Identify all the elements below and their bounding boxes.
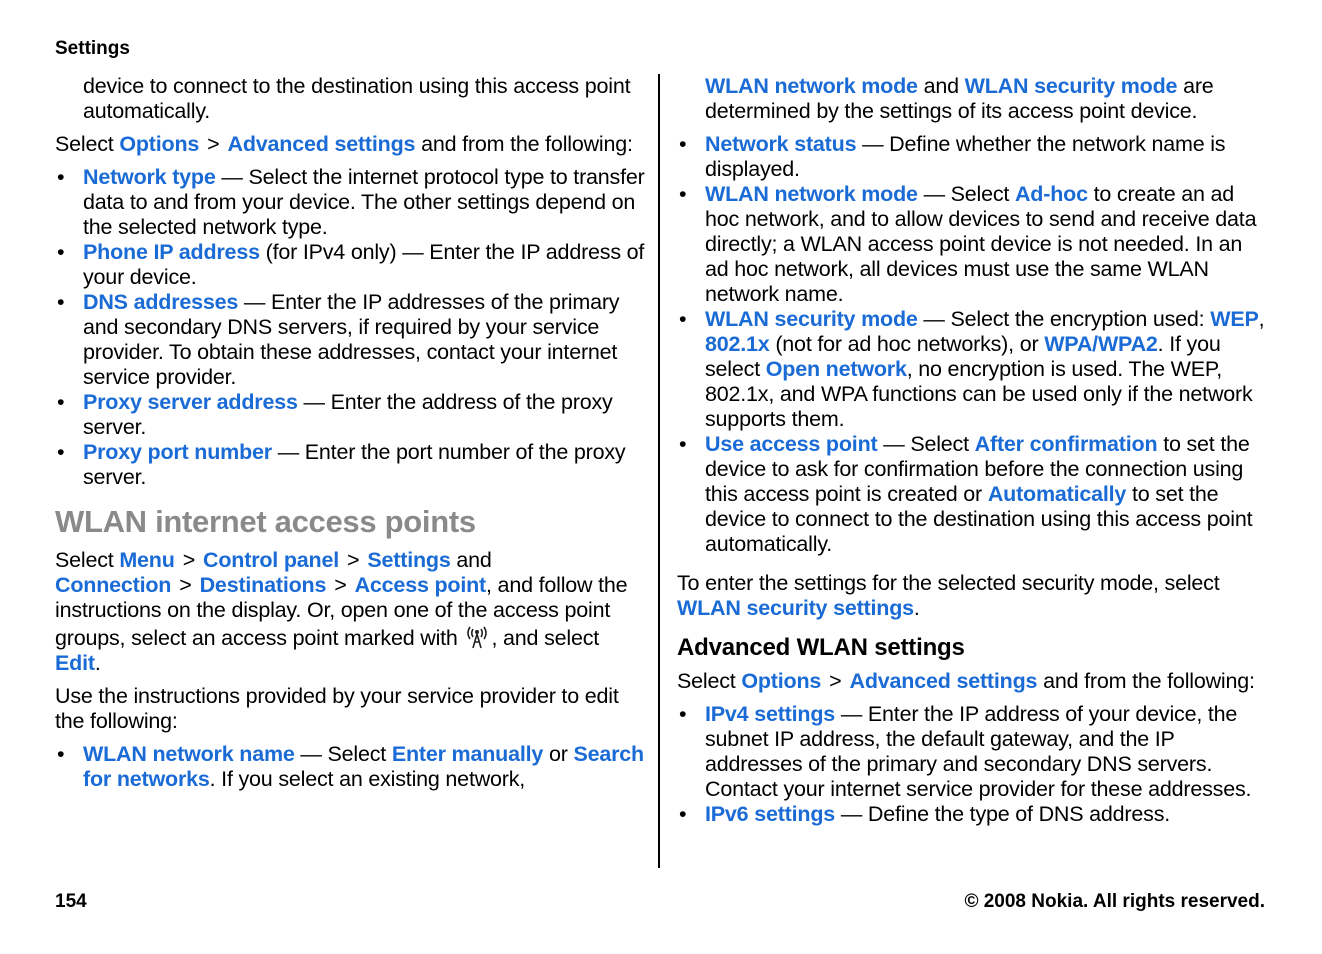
select-instruction: Select Options > Advanced settings and from the following: (677, 669, 1255, 693)
connection-link[interactable]: Connection (55, 573, 172, 597)
destinations-link[interactable]: Destinations (199, 573, 327, 597)
column-divider (658, 74, 660, 868)
ipv6-settings-link[interactable]: IPv6 settings (705, 802, 836, 826)
wpa-wpa2-link[interactable]: WPA/WPA2 (1044, 332, 1158, 356)
ad-hoc-link[interactable]: Ad-hoc (1014, 182, 1088, 206)
list-item: • WLAN security mode — Select the encryption used: WEP, 802.1x (not for ad hoc networks), or WPA/WPA2. If you select Open network, no encryption is used. The WEP, 802.1x, and WPA functions can be used only if the network supports them. (677, 307, 1269, 432)
automatically-link[interactable]: Automatically (987, 482, 1127, 506)
ipv4-settings-link[interactable]: IPv4 settings (705, 702, 836, 726)
proxy-settings-list (55, 165, 647, 490)
8021x-link[interactable]: 802.1x (705, 332, 770, 356)
wlan-network-mode-link[interactable]: WLAN network mode (705, 182, 918, 206)
page-number: 154 (55, 891, 87, 912)
advanced-settings-link[interactable]: Advanced settings (849, 669, 1038, 693)
list-item: • IPv6 settings — Define the type of DNS address. (677, 802, 1269, 827)
continued-text: WLAN network mode and WLAN security mode are determined by the settings of its access point device. (705, 74, 1214, 123)
list-item: • IPv4 settings — Enter the IP address of your device, the subnet IP address, the default gateway, and the IP addresses of the primary and secondary DNS servers. Contact your internet service provider for these addresses. (677, 702, 1269, 802)
list-item: • Network status — Define whether the network name is displayed. (677, 132, 1269, 182)
search-for-networks-link[interactable]: Search for networks (83, 742, 644, 791)
menu-link[interactable]: Menu (119, 548, 175, 572)
wlan-settings-list (55, 742, 647, 792)
options-menu-link[interactable]: Options (119, 132, 200, 156)
security-settings-paragraph: To enter the settings for the selected security mode, select WLAN security settings. (677, 571, 1220, 620)
network-type-link[interactable]: Network type (83, 165, 216, 189)
list-item: • WLAN network name — Select Enter manually or Search for networks. If you select an existing network, (55, 742, 647, 792)
phone-ip-address-link[interactable]: Phone IP address (83, 240, 260, 264)
copyright-notice: © 2008 Nokia. All rights reserved. (964, 891, 1265, 912)
list-item: • Use access point — Select After confirmation to set the device to ask for confirmation before the connection using this access point is created or Automatically to set the device to connect to the destination using this access point automatically. (677, 432, 1269, 557)
advanced-settings-link[interactable]: Advanced settings (227, 132, 416, 156)
access-point-link[interactable]: Access point (354, 573, 487, 597)
list-item: • Proxy port number — Enter the port number of the proxy server. (55, 440, 647, 490)
list-item: • DNS addresses — Enter the IP addresses of the primary and secondary DNS servers, if required by your service provider. To obtain these addresses, contact your internet service provider. (55, 290, 647, 390)
left-column (55, 74, 647, 800)
control-panel-link[interactable]: Control panel (203, 548, 340, 572)
list-item: • Phone IP address (for IPv4 only) — Enter the IP address of your device. (55, 240, 647, 290)
instructions-paragraph: Use the instructions provided by your service provider to edit the following: (55, 684, 619, 733)
wlan-network-mode-link[interactable]: WLAN network mode (705, 74, 918, 98)
list-item: • Proxy server address — Enter the address of the proxy server. (55, 390, 647, 440)
select-instruction: Select Options > Advanced settings and from the following: (55, 132, 633, 156)
wlan-network-name-link[interactable]: WLAN network name (83, 742, 295, 766)
after-confirmation-link[interactable]: After confirmation (974, 432, 1158, 456)
use-access-point-link[interactable]: Use access point (705, 432, 878, 456)
wlan-security-mode-link[interactable]: WLAN security mode (705, 307, 918, 331)
settings-link[interactable]: Settings (367, 548, 451, 572)
section-heading: WLAN internet access points (55, 504, 476, 539)
open-network-link[interactable]: Open network (765, 357, 907, 381)
wlan-security-mode-link[interactable]: WLAN security mode (964, 74, 1178, 98)
right-column (677, 74, 1269, 835)
dns-addresses-link[interactable]: DNS addresses (83, 290, 239, 314)
options-menu-link[interactable]: Options (741, 669, 822, 693)
subsection-heading: Advanced WLAN settings (677, 634, 965, 661)
wlan-access-point-icon (464, 623, 490, 649)
navigation-instruction: Select Menu > Control panel > Settings and Connection > Destinations > Access point, and follow the instructions on the display. Or, open one of the access point groups, select an access point marked with , and select Edit. (55, 548, 628, 675)
continued-text: device to connect to the destination using this access point automatically. (83, 74, 631, 123)
running-header: Settings (55, 38, 130, 59)
edit-link[interactable]: Edit (55, 651, 95, 675)
proxy-port-number-link[interactable]: Proxy port number (83, 440, 272, 464)
wep-link[interactable]: WEP (1210, 307, 1259, 331)
wlan-security-settings-link[interactable]: WLAN security settings (677, 596, 914, 620)
network-status-link[interactable]: Network status (705, 132, 857, 156)
advanced-wlan-list (677, 702, 1269, 827)
proxy-server-address-link[interactable]: Proxy server address (83, 390, 298, 414)
wlan-settings-list-continued (677, 132, 1269, 557)
enter-manually-link[interactable]: Enter manually (391, 742, 544, 766)
list-item: • WLAN network mode — Select Ad-hoc to create an ad hoc network, and to allow devices to send and receive data directly; a WLAN access point device is not needed. In an ad hoc network, all devices must use the same WLAN network name. (677, 182, 1269, 307)
list-item: • Network type — Select the internet protocol type to transfer data to and from your device. The other settings depend on the selected network type. (55, 165, 647, 240)
